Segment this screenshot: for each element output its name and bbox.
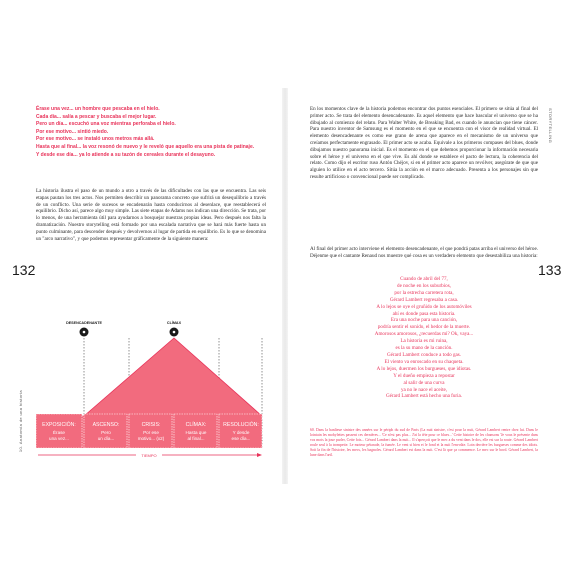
stage-line: Pero	[101, 430, 111, 435]
narrative-arc-diagram	[36, 316, 264, 466]
stage-line: Por ese	[143, 430, 159, 435]
song-quote	[310, 276, 538, 400]
quote-line: de noche en los suburbios,	[397, 282, 451, 289]
left-side-label: 10. Anatomía de una historia	[18, 390, 23, 453]
quote-line: Amorosos amorosos, ¿recuerdas mi? Ok, vaya...	[374, 331, 474, 338]
stage-label-climax: CLÍMAX:	[185, 422, 207, 428]
climax-label: CLÍMAX	[166, 321, 182, 325]
poem-line: Y desde ese día... ya lo atiende a su tazón de cereales durante el desayuno.	[36, 151, 216, 158]
left-page-number: 132	[12, 262, 36, 278]
quote-line: Gérard Lambert conduce a todo gas.	[386, 351, 462, 358]
quote-line: al salir de una curva	[403, 379, 445, 386]
stage-label-ascenso: ASCENSO:	[92, 422, 120, 428]
right-body-paragraph-2: Al final del primer acto interviene el elemento desencadenante, el que pondrá patas arriba el universo del héroe. Déjenme que el cantante Renaud nos muestre qué cosa es un verdadero elemento que desestabiliza una historia:	[310, 246, 538, 259]
left-body-paragraph: La historia ilustra el paso de un mundo a otro a través de las dificultades con las que se encuentra. Las seis etapas pautan los tres actos. Nos permiten describir un panorama concreto que sufrirá un desequilibrio a través de un conflicto. Una serie de sucesos se encadenarán hasta conducirnos al desenlace, que reestablecerá el equilibrio. Dicho así, parece algo muy simple. Las siete etapas de Adams nos indican una dirección. Se trata, por lo menos, de una herramienta útil para ayudarnos a bosquejar nuestras propias ideas. Pero después nos falta la dramatización. Nuestro storytelling está formado por una escalada narrativa que se hará más fuerte hasta un punto culminante, para descender después y devolvernos al lugar de partida en equilibrio. Es lo que se denomina un "arco narrativo", y que podemos representar gráficamente de la siguiente manera:	[36, 188, 266, 242]
marker-dot	[83, 331, 86, 334]
quote-line: A lo lejos se oye el gruñido de los automóviles	[376, 303, 472, 310]
quote-line: Y el dueño empieza a repostar	[393, 372, 455, 379]
quote-line: podría sentir el sonido, el hedor de la muerte.	[377, 324, 471, 331]
right-side-label: STORYTELLING	[548, 108, 553, 144]
marker-dot	[173, 331, 176, 334]
quote-line: La historia es mi ruina,	[400, 338, 448, 345]
stage-label-exposicion: EXPOSICIÓN:	[42, 422, 76, 428]
stage-line: Hasta que	[185, 430, 207, 435]
right-body-paragraph-1: En los momentos clave de la historia podemos encontrar dos puntos esenciales. El primero se sitúa al final del primer acto. Se trata del elemento desencadenante. Es aquel elemento que hace bascular el universo que se ha dibujado al comienzo del relato. Para Walter White, de Breaking Bad, es cuando le anuncian que tiene cáncer. Para nuestro inventor de Samsung es el momento en el que se encuentra con el visor de realidad virtual. El elemento desencadenante es como ese grano de arena que aparece en el mecanismo de un universo que creíamos perfectamente engrasado. El primer acto se acaba. Equivale a los primeros compases del blues, donde dibujamos nuestro panorama inicial. Es el momento en el que debemos proporcionar la información necesaria sobre el héroe y el universo en el que vive. Es ahí donde se establece el pacto de lectura, la coherencia del relato. Como dijo el escritor ruso Antón Chéjov, si en el primer acto aparece un revólver, asegúrate de que que alguien lo utilice en el acto tercero. Sitúa la acción en el marco adecuado. Presenta a los personajes sin que resulte artificioso o convencional puede ser complicado.	[310, 106, 538, 180]
stage-line: Y desde	[232, 430, 250, 435]
right-page-number: 133	[538, 262, 562, 278]
quote-line: Cuando de abril del 77,	[400, 276, 448, 282]
stage-line: Érase	[52, 430, 66, 435]
stage-label-crisis: CRISIS:	[141, 422, 161, 428]
quote-line: ahí es donde pasa esta historia.	[392, 310, 456, 317]
poem-line: Hasta que al final... la voz resonó de nuevo y le reveló que aquello era una pista de patinaje.	[36, 143, 255, 150]
stage-line: motivo... (x2)	[137, 436, 165, 441]
quote-line: es la su mano de la canción.	[395, 345, 453, 352]
fable-poem	[36, 106, 264, 159]
stage-label-resolucion: RESOLUCIÓN:	[223, 422, 259, 428]
stage-line: una vez...	[49, 436, 69, 441]
left-page	[14, 90, 280, 482]
quote-line: Gérard Lambert está hecho una furia.	[385, 393, 463, 400]
desencadenante-label: DESENCADENANTE	[66, 321, 102, 325]
quote-line: A lo lejos, duermen los burgueses, que idiotas.	[376, 365, 472, 372]
quote-line: Era una noche para una canción,	[390, 317, 458, 324]
quote-line: por la estrecha carretera rota,	[394, 289, 454, 296]
poem-line: Por ese motivo... se instaló unos metros más allá.	[36, 136, 155, 143]
poem-line: Por ese motivo... sintió miedo.	[36, 128, 109, 135]
right-page	[290, 90, 562, 482]
poem-line: Érase una vez... un hombre que pescaba en el hielo.	[36, 106, 160, 112]
stage-line: ese día...	[231, 436, 251, 441]
book-gutter	[282, 88, 288, 484]
time-axis-arrow-icon	[257, 453, 262, 457]
quote-line: Gérard Lambert regresaba a casa.	[389, 296, 459, 303]
quote-line: El viento va enroscado en su chaqueta.	[384, 358, 464, 365]
stage-line: al final...	[187, 436, 205, 441]
footnote: 60. Dans la banlieue sinistre des années sur le périph du sud de Paris (La nuit sinistre, c'est pour la nuit, Gérard Lambert rentre chez lui. Dans le lointain les mobylettes passent ces dernières... 'Ce n'est pas plus... J'ai la tête pour ce blues...' Cette histoire de les chansons 'Je vous le présente dans vos mots la joue parler, Cette fois... Gérard Lambert dans la nuit... Il s'aperçoit que le mec a du vent dans le dos, elle est sur la route. Gérard Lambert roule seul à la trompette. Le moteur pétarade, la fumée. Le vent si bien et le fond et la nuit l'envoûte. Loin derrière les burgueses comme des idiots. Soit la fin de l'histoire, les mecs, les bagnoles. Gérard Lambert est dans la nuit. C'est là que ça commence. Le mec sur le bord. Gérard Lambert, la lune dans l'œil.	[310, 428, 538, 458]
stage-line: un día...	[97, 436, 115, 441]
poem-line: Pero un día... escuchó una voz mientras perforaba el hielo.	[36, 121, 176, 128]
time-axis-label: TIEMPO	[141, 453, 157, 458]
quote-line: ya no le nace el aceite,	[400, 386, 448, 393]
poem-line: Cada día... salía a pescar y buscaba el mejor lugar.	[36, 113, 157, 120]
